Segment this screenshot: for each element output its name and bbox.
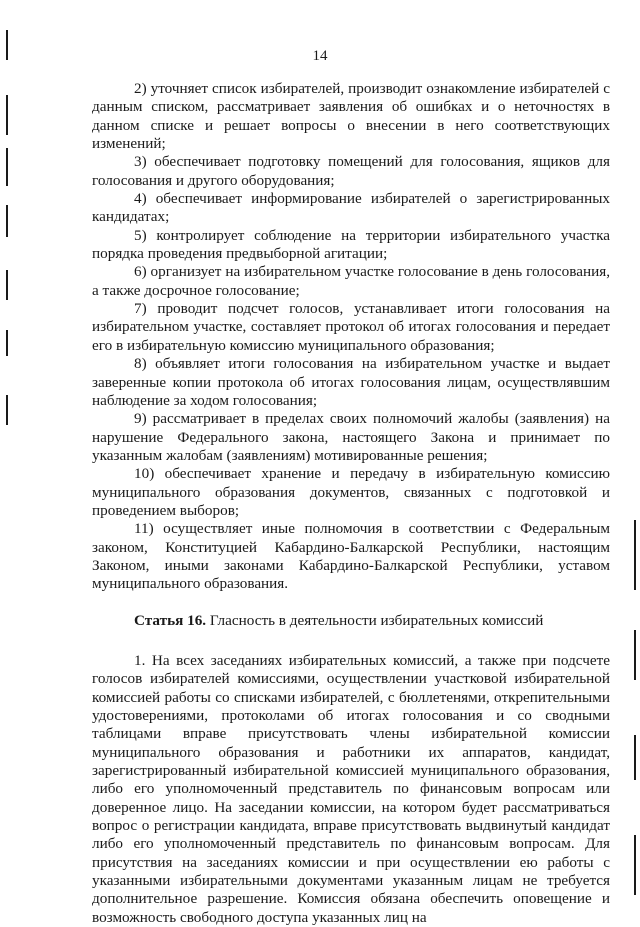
list-item: 4) обеспечивает информирование избирателей о зарегистрированных кандидатах; (92, 190, 610, 226)
scan-edge-mark (634, 735, 636, 780)
list-item: 10) обеспечивает хранение и передачу в избирательную комиссию муниципального образования документов, связанных с подготовкой и проведением выборов; (92, 465, 610, 519)
page-number: 14 (312, 48, 328, 64)
article-label: Статья 16. (134, 611, 207, 629)
list-item: 11) осуществляет иные полномочия в соответствии с Федеральным законом, Конституцией Кабардино-Балкарской Республики, настоящим Законом, иными законами Кабардино-Балкарской Республики, уставом муниципального образования. (92, 520, 610, 593)
list-item: 5) контролирует соблюдение на территории избирательного участка порядка проведения предвыборной агитации; (92, 226, 610, 263)
article-title: Гласность в деятельности избирательных комиссий (209, 611, 544, 629)
list-item: 9) рассматривает в пределах своих полномочий жалобы (заявления) на нарушение Федерального закона, настоящего Закона и принимает по указанным жалобам (заявлениям) мотивированные решения; (92, 410, 610, 464)
list-item: 2) уточняет список избирателей, производит ознакомление избирателей с данным списком, рассматривает заявления об ошибках и о неточностях в данном списке и решает вопросы о внесении в него соответствующих изменений; (92, 80, 610, 153)
article-paragraph: 1. На всех заседаниях избирательных комиссий, а также при подсчете голосов избирателей комиссиями, осуществлении участковой избирательной комиссией работы со списками избирателей, с бюллетенями, открепительными удостоверениями, протоколами об итогах голосования и со сводными таблицами вправе присутствовать члены избирательной комиссии муниципального образования и работники их аппаратов, кандидат, зарегистрированный избирательной комиссией муниципального образования, либо его уполномоченный представитель по финансовым вопросам или доверенное лицо. На заседании комиссии, на котором будет рассматриваться вопрос о регистрации кандидата, вправе присутствовать выдвинутый кандидат либо его уполномоченный представитель по финансовым вопросам. Для присутствия на заседаниях комиссии и при осуществлении ею работы с указанными избирательными документами указанным лицам не требуется дополнительное разрешение. Комиссия обязана обеспечить оповещение и возможность свободного доступа указанных лиц на (92, 651, 610, 926)
scan-edge-mark (6, 95, 8, 135)
scan-edge-mark (6, 270, 8, 300)
scan-edge-mark (634, 630, 636, 680)
scan-edge-mark (634, 835, 636, 895)
document-body (92, 80, 610, 927)
article-heading (92, 612, 610, 630)
list-item: 7) проводит подсчет голосов, устанавливает итоги голосования на избирательном участке, составляет протокол об итогах голосования и передает его в избирательную комиссию муниципального образования; (92, 300, 610, 354)
scan-edge-mark (634, 520, 636, 590)
scan-edge-mark (6, 330, 8, 356)
scan-edge-mark (6, 148, 8, 186)
scan-edge-mark (6, 205, 8, 237)
list-item: 3) обеспечивает подготовку помещений для голосования, ящиков для голосования и другого оборудования; (92, 153, 610, 189)
list-item: 8) объявляет итоги голосования на избирательном участке и выдает заверенные копии протокола об итогах голосования лицам, осуществлявшим наблюдение за ходом голосования; (92, 355, 610, 409)
scan-edge-mark (6, 395, 8, 425)
list-item: 6) организует на избирательном участке голосование в день голосования, а также досрочное голосование; (92, 263, 610, 299)
